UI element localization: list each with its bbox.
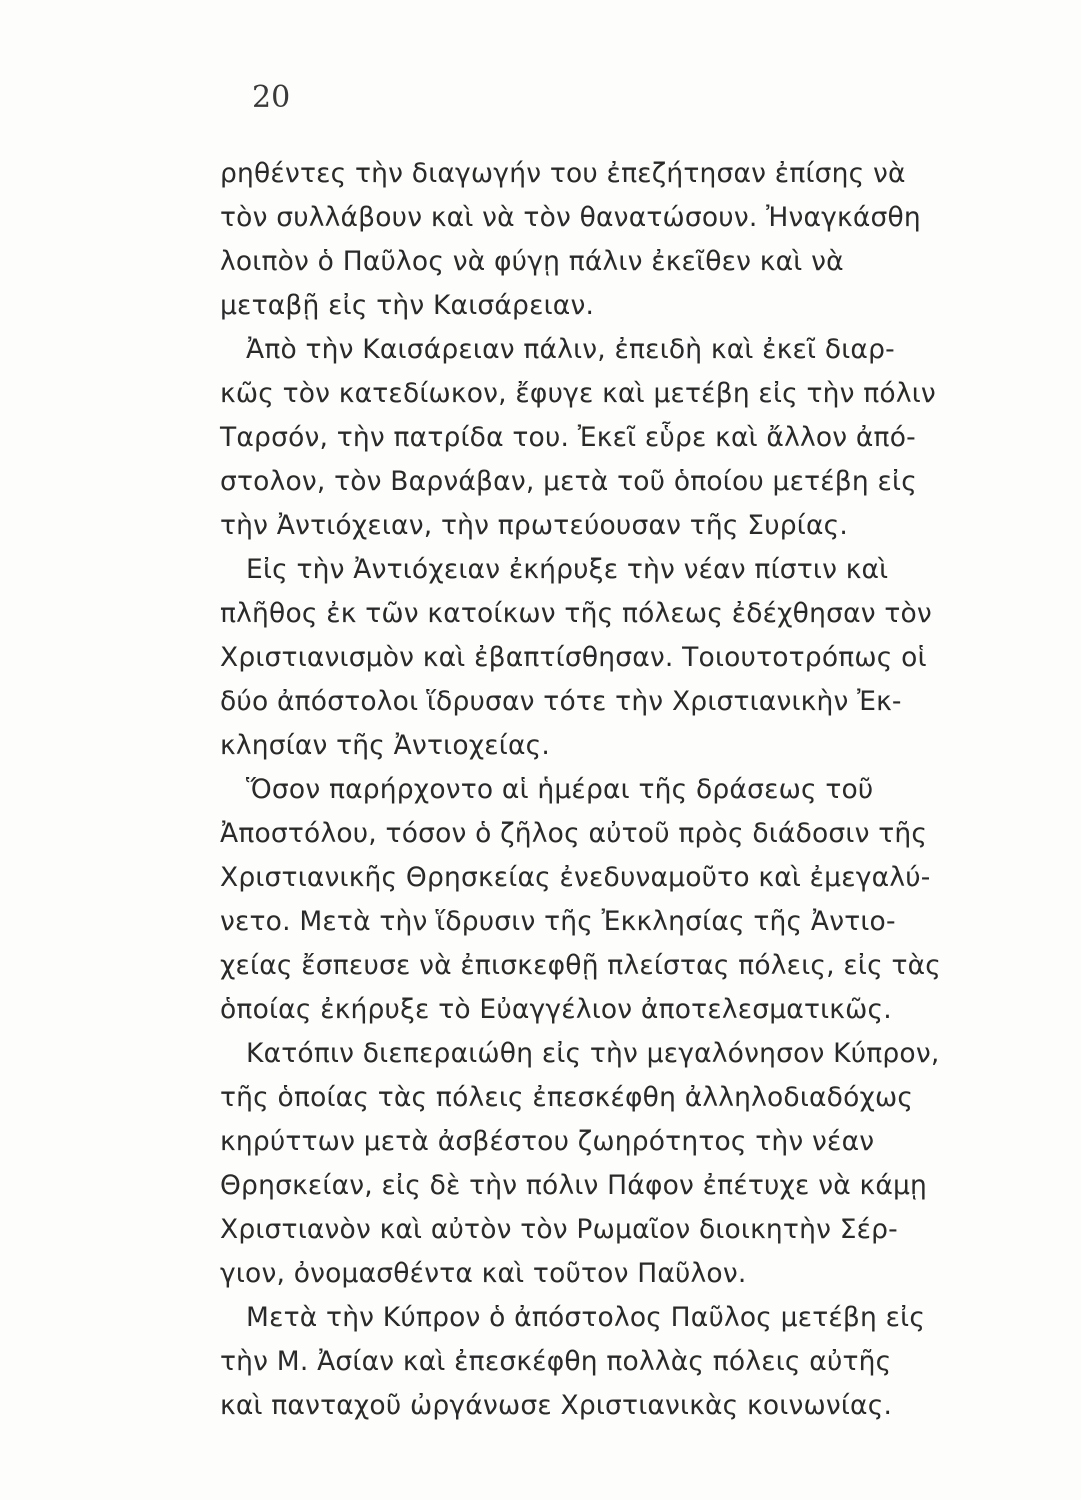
- text-line: ὁποίας ἐκήρυξε τὸ Εὐαγγέλιον ἀποτελεσματικῶς.: [220, 994, 892, 1025]
- text-line: κῶς τὸν κατεδίωκον, ἔφυγε καὶ μετέβη εἰς τὴν πόλιν: [220, 378, 936, 409]
- text-line: κηρύττων μετὰ ἀσβέστου ζωηρότητος τὴν νέαν: [220, 1126, 875, 1157]
- text-line: τὴν Ἀντιόχειαν, τὴν πρωτεύουσαν τῆς Συρίας.: [220, 510, 848, 541]
- text-line: πλῆθος ἐκ τῶν κατοίκων τῆς πόλεως ἐδέχθησαν τὸν: [220, 598, 932, 629]
- text-line: γιον, ὀνομασθέντα καὶ τοῦτον Παῦλον.: [220, 1258, 747, 1289]
- text-line: στολον, τὸν Βαρνάβαν, μετὰ τοῦ ὁποίου μετέβη εἰς: [220, 466, 917, 497]
- text-line: ρηθέντες τὴν διαγωγήν του ἐπεζήτησαν ἐπίσης νὰ: [220, 158, 906, 189]
- text-line: Θρησκείαν, εἰς δὲ τὴν πόλιν Πάφον ἐπέτυχε νὰ κάμῃ: [220, 1170, 928, 1201]
- text-line: τῆς ὁποίας τὰς πόλεις ἐπεσκέφθη ἀλληλοδιαδόχως: [220, 1082, 914, 1113]
- text-line: χείας ἔσπευσε νὰ ἐπισκεφθῇ πλείστας πόλεις, εἰς τὰς: [220, 950, 942, 981]
- text-line: νετο. Μετὰ τὴν ἵδρυσιν τῆς Ἐκκλησίας τῆς Ἀντιο-: [220, 906, 896, 937]
- text-line: Ὅσον παρήρχοντο αἱ ἡμέραι τῆς δράσεως τοῦ: [246, 774, 874, 805]
- text-line: Μετὰ τὴν Κύπρον ὁ ἀπόστολος Παῦλος μετέβη εἰς: [246, 1302, 926, 1333]
- text-line: Ἀποστόλου, τόσον ὁ ζῆλος αὐτοῦ πρὸς διάδοσιν τῆς: [220, 818, 928, 849]
- text-line: μεταβῇ εἰς τὴν Καισάρειαν.: [220, 290, 595, 321]
- text-line: τὸν συλλάβουν καὶ νὰ τὸν θανατώσουν. Ἠναγκάσθη: [220, 202, 921, 233]
- text-line: τὴν Μ. Ἀσίαν καὶ ἐπεσκέφθη πολλὰς πόλεις αὐτῆς: [220, 1346, 892, 1377]
- text-line: λοιπὸν ὁ Παῦλος νὰ φύγῃ πάλιν ἐκεῖθεν καὶ νὰ: [220, 246, 844, 277]
- body-text: [220, 152, 1010, 1428]
- text-line: Ταρσόν, τὴν πατρίδα του. Ἐκεῖ εὗρε καὶ ἄλλον ἀπό-: [220, 422, 916, 453]
- text-line: Χριστιανικῆς Θρησκείας ἐνεδυναμοῦτο καὶ ἐμεγαλύ-: [220, 862, 931, 893]
- text-line: καὶ πανταχοῦ ὠργάνωσε Χριστιανικὰς κοινωνίας.: [220, 1390, 893, 1421]
- text-line: Εἰς τὴν Ἀντιόχειαν ἐκήρυξε τὴν νέαν πίστιν καὶ: [246, 554, 889, 585]
- text-line: δύο ἀπόστολοι ἵδρυσαν τότε τὴν Χριστιανικὴν Ἐκ-: [220, 686, 902, 717]
- text-line: κλησίαν τῆς Ἀντιοχείας.: [220, 730, 550, 761]
- page-number: 20: [252, 80, 291, 115]
- text-line: Χριστιανὸν καὶ αὐτὸν τὸν Ρωμαῖον διοικητὴν Σέρ-: [220, 1214, 898, 1245]
- text-line: Ἀπὸ τὴν Καισάρειαν πάλιν, ἐπειδὴ καὶ ἐκεῖ διαρ-: [246, 334, 895, 365]
- text-line: Χριστιανισμὸν καὶ ἐβαπτίσθησαν. Τοιουτοτρόπως οἱ: [220, 642, 927, 673]
- text-line: Κατόπιν διεπεραιώθη εἰς τὴν μεγαλόνησον Κύπρον,: [246, 1038, 940, 1069]
